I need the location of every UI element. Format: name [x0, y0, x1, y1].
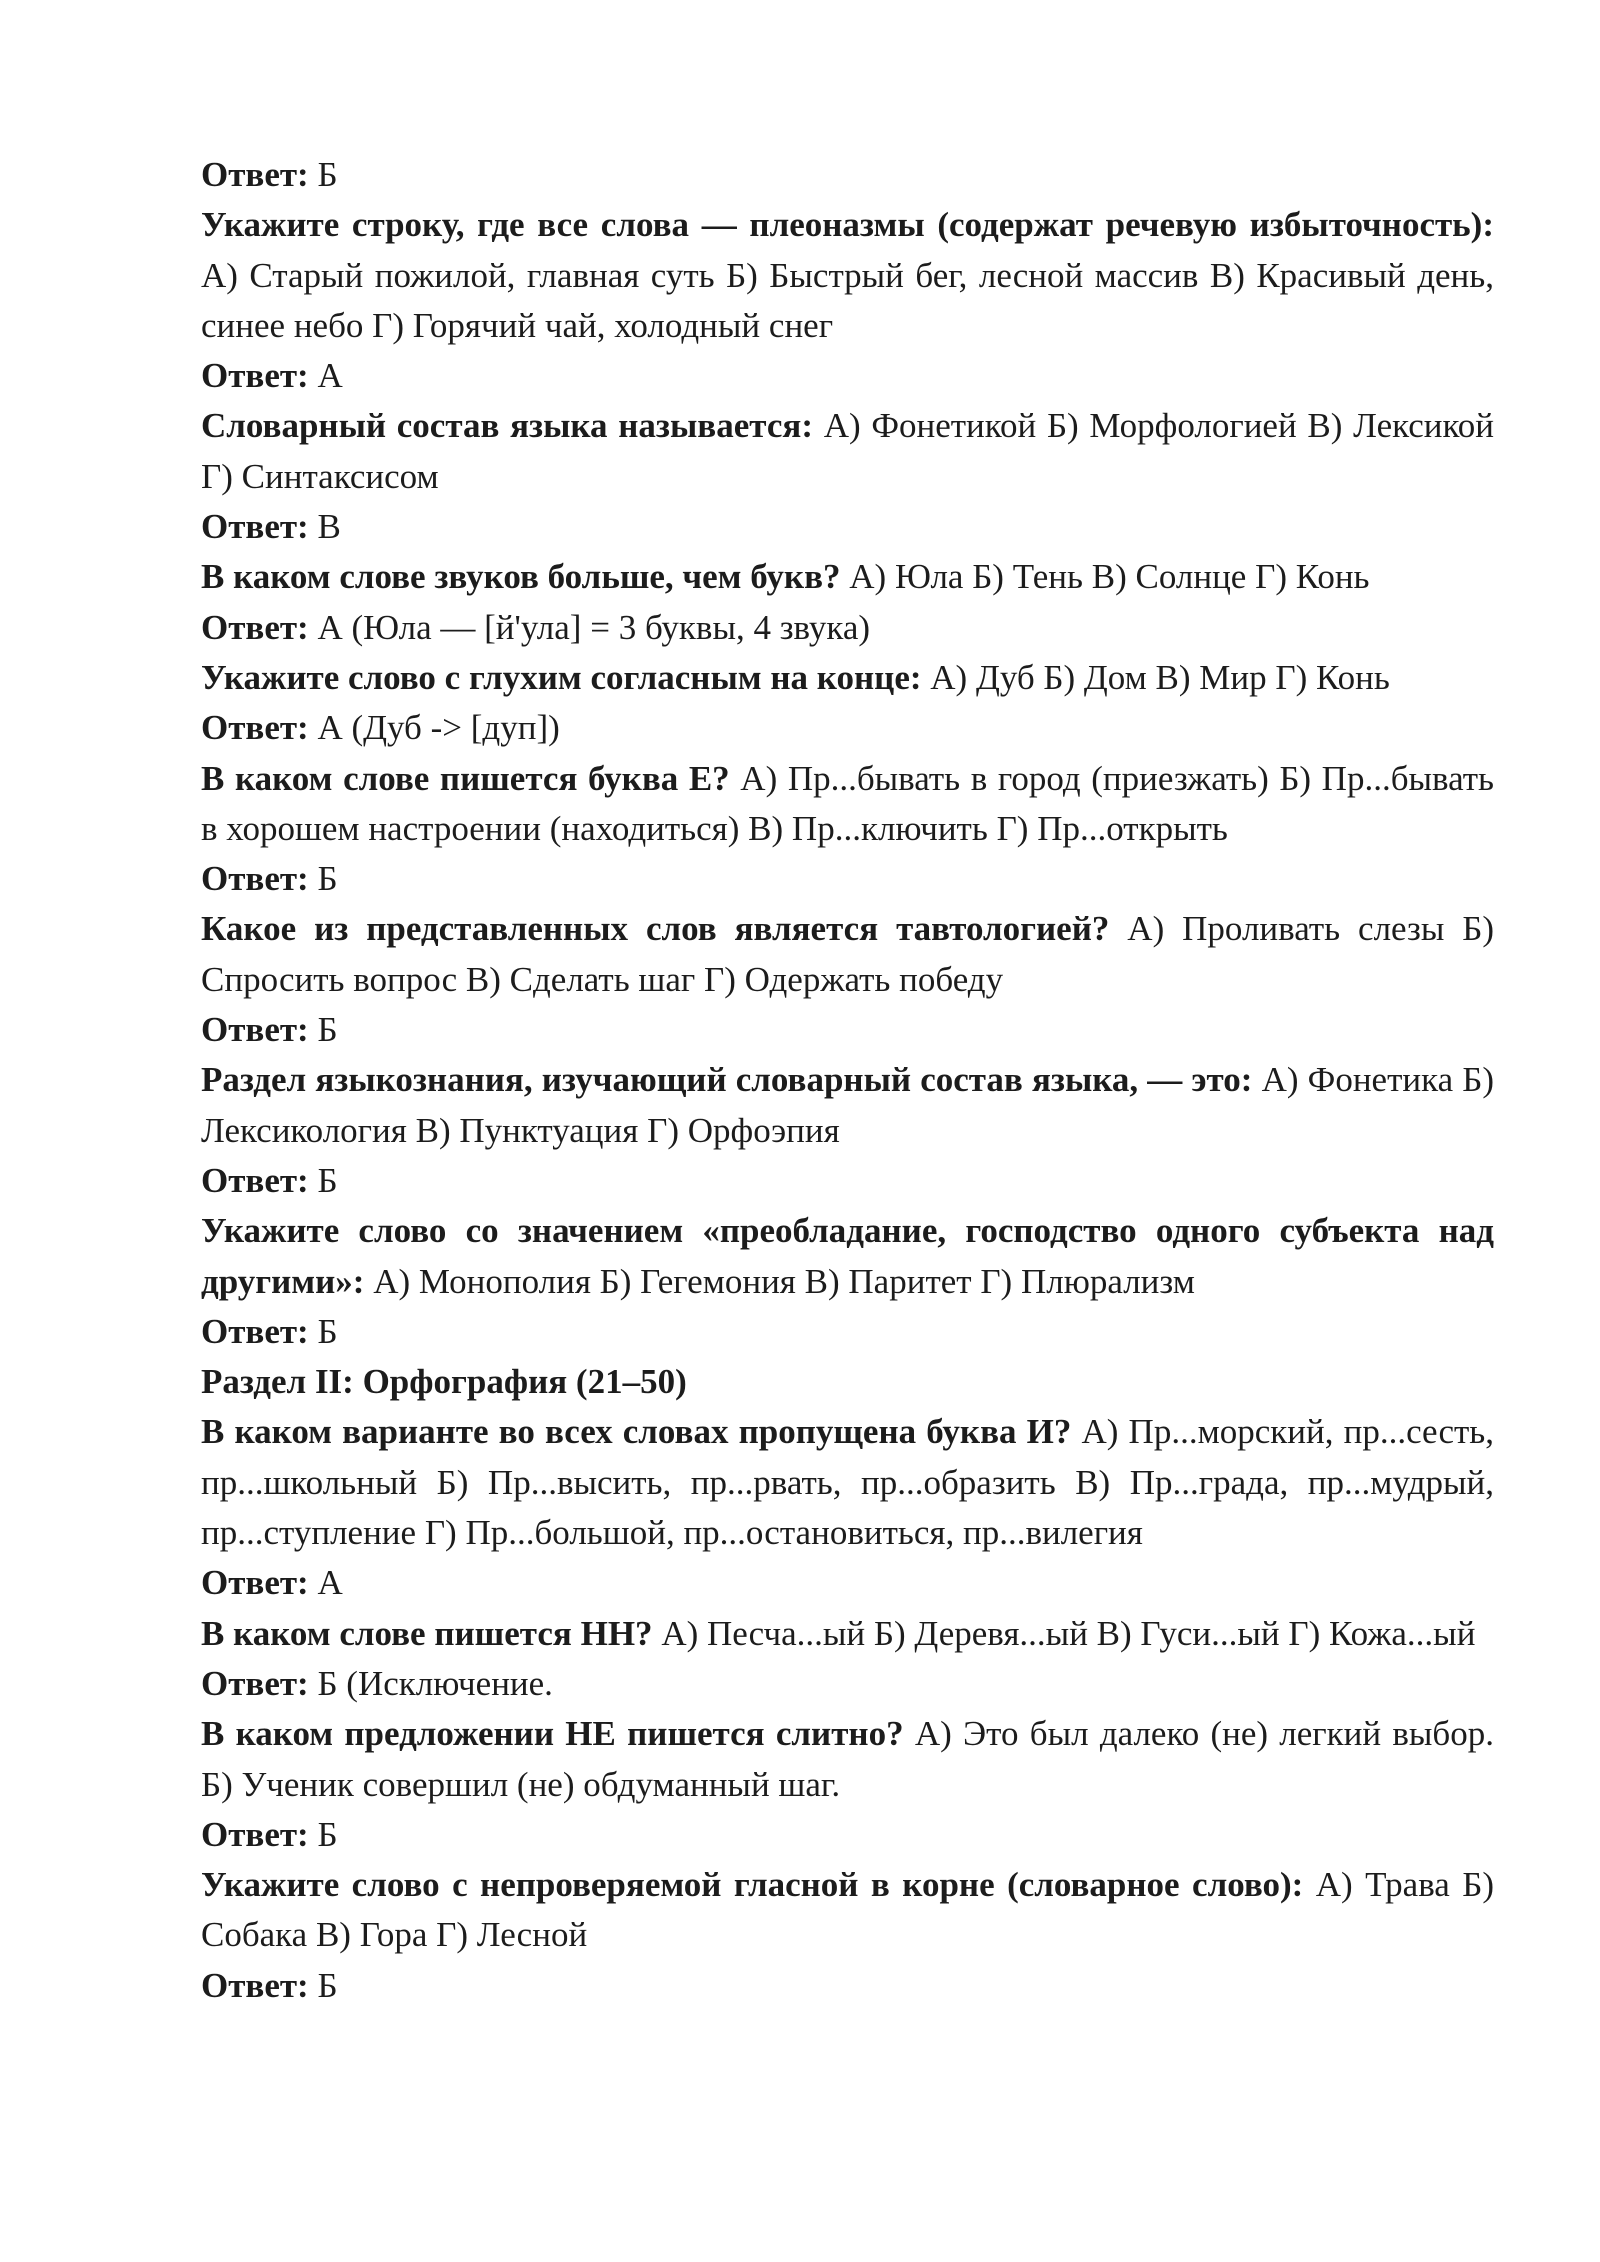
- answer-line: [201, 1307, 1494, 1357]
- question-block: [201, 200, 1494, 351]
- answer-text: Б: [308, 155, 338, 194]
- question-block: [201, 1206, 1494, 1307]
- question-block: [201, 401, 1494, 502]
- answer-text: Б: [308, 1814, 338, 1854]
- question-text: В каком предложении НЕ пишется слитно?: [201, 1714, 904, 1754]
- question-options: А) Монополия Б) Гегемония В) Паритет Г) Плюрализм: [364, 1261, 1195, 1301]
- question-block: [201, 552, 1494, 602]
- question-block: [201, 904, 1494, 1005]
- answer-text: А: [308, 356, 343, 396]
- question-options: А) Старый пожилой, главная суть Б) Быстрый бег, лесной массив В) Красивый день, синее небо Г) Горячий чай, холодный снег: [201, 255, 1494, 345]
- question-block: [201, 653, 1494, 703]
- answer-text: Б: [308, 1965, 338, 2005]
- answer-line: [201, 351, 1494, 401]
- question-options: А) Пр...бывать в город (приезжать) Б) Пр...бывать в хорошем настроении (находиться) В) Пр...ключить Г) Пр...открыть: [201, 758, 1494, 848]
- answer-line: [201, 1558, 1494, 1608]
- answer-label: Ответ:: [201, 507, 309, 547]
- question-block: [201, 1609, 1494, 1659]
- question-block: [201, 1055, 1494, 1156]
- question-options: А) Пр...морский, пр...сесть, пр...школьный Б) Пр...высить, пр...рвать, пр...образить В) Пр...града, пр...мудрый, пр...ступление Г) Пр...большой, пр...остановиться, пр...вилегия: [201, 1412, 1495, 1553]
- question-text: В каком варианте во всех словах пропущена буква И?: [201, 1412, 1072, 1452]
- question-text: Укажите слово со значением «преобладание, господство одного субъекта над другими»:: [201, 1211, 1494, 1301]
- section-heading: Раздел II: Орфография (21–50): [201, 1362, 687, 1402]
- question-options: А) Трава Б) Собака В) Гора Г) Лесной: [201, 1865, 1494, 1955]
- question-options: А) Это был далеко (не) легкий выбор. Б) Ученик совершил (не) обдуманный шаг.: [201, 1714, 1494, 1804]
- answer-line: [201, 150, 1494, 200]
- question-text: Укажите слово с глухим согласным на конце:: [201, 657, 922, 697]
- question-block: [201, 754, 1494, 855]
- answer-label: Ответ:: [201, 859, 309, 899]
- answer-label: Ответ:: [201, 1965, 309, 2005]
- answer-label: Ответ:: [201, 1663, 309, 1703]
- answer-line: [201, 1659, 1494, 1709]
- document-page: [201, 150, 1494, 2011]
- answer-text: Б: [308, 1311, 338, 1351]
- question-options: А) Юла Б) Тень В) Солнце Г) Конь: [840, 557, 1370, 597]
- answer-text: Б: [308, 859, 338, 899]
- question-text: В каком слове пишется НН?: [201, 1613, 653, 1653]
- question-block: [201, 1860, 1494, 1961]
- answer-text: А (Дуб -> [дуп]): [308, 708, 560, 748]
- question-options: А) Проливать слезы Б) Спросить вопрос В) Сделать шаг Г) Одержать победу: [201, 909, 1494, 999]
- answer-text: В: [308, 507, 341, 547]
- question-text: В каком слове звуков больше, чем букв?: [201, 557, 841, 597]
- answer-text: А: [308, 1563, 343, 1603]
- answer-line: [201, 603, 1494, 653]
- question-block: [201, 1407, 1494, 1558]
- answer-line: [201, 1810, 1494, 1860]
- question-text: Раздел языкознания, изучающий словарный состав языка, — это:: [201, 1060, 1253, 1100]
- question-options: А) Фонетика Б) Лексикология В) Пунктуация Г) Орфоэпия: [201, 1060, 1495, 1150]
- question-text: Укажите слово с непроверяемой гласной в корне (словарное слово):: [201, 1865, 1304, 1905]
- question-options: А) Песча...ый Б) Деревя...ый В) Гуси...ый Г) Кожа...ый: [652, 1613, 1476, 1653]
- answer-line: [201, 1156, 1494, 1206]
- answer-label: Ответ:: [201, 1010, 309, 1050]
- question-block: [201, 1709, 1494, 1810]
- answer-line: [201, 854, 1494, 904]
- answer-line: [201, 502, 1494, 552]
- answer-text: А (Юла — [й'ула] = 3 буквы, 4 звука): [308, 607, 871, 647]
- answer-line: [201, 703, 1494, 753]
- answer-label: Ответ:: [201, 155, 309, 194]
- answer-label: Ответ:: [201, 708, 309, 748]
- question-text: В каком слове пишется буква Е?: [201, 758, 730, 798]
- answer-label: Ответ:: [201, 1563, 309, 1603]
- answer-text: Б: [308, 1010, 338, 1050]
- question-text: Какое из представленных слов является тавтологией?: [201, 909, 1110, 949]
- answer-label: Ответ:: [201, 1160, 309, 1200]
- answer-text: Б (Исключение.: [308, 1663, 553, 1703]
- answer-line: [201, 1961, 1494, 2011]
- question-options: А) Дуб Б) Дом В) Мир Г) Конь: [921, 657, 1390, 697]
- answer-label: Ответ:: [201, 356, 309, 396]
- answer-text: Б: [308, 1160, 338, 1200]
- answer-line: [201, 1005, 1494, 1055]
- question-text: Укажите строку, где все слова — плеоназмы (содержат речевую избыточность):: [201, 205, 1494, 245]
- question-options: А) Фонетикой Б) Морфологией В) Лексикой Г) Синтаксисом: [201, 406, 1494, 496]
- question-text: Словарный состав языка называется:: [201, 406, 813, 446]
- answer-label: Ответ:: [201, 1814, 309, 1854]
- answer-label: Ответ:: [201, 1311, 309, 1351]
- answer-label: Ответ:: [201, 607, 309, 647]
